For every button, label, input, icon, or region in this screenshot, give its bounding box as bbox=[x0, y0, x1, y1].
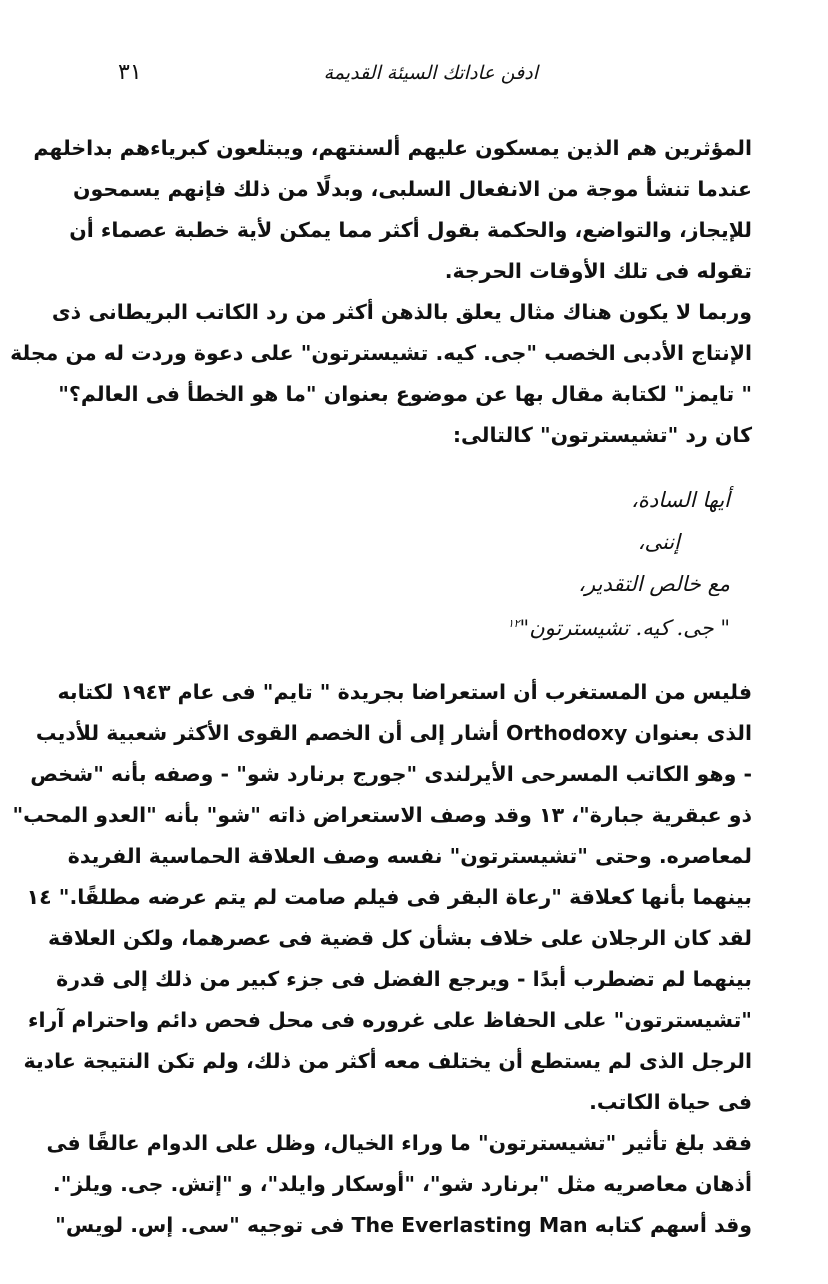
text-line: فليس من المستغرب أن استعراضا بجريدة " تايم" فى عام ١٩٤٣ لكتابه bbox=[57, 680, 752, 704]
text-line: أذهان معاصريه مثل "برنارد شو"، "أوسكار وايلد"، و "إتش. جى. ويلز". bbox=[52, 1172, 752, 1196]
text-line: لمعاصره. وحتى "تشيسترتون" نفسه وصف العلاقة الحماسية الفريدة bbox=[67, 844, 752, 868]
text-line: الإنتاج الأدبى الخصب "جى. كيه. تشيسترتون" على دعوة وردت له من مجلة bbox=[10, 341, 752, 365]
text-line: وقد أسهم كتابه The Everlasting Man فى توجيه "سى. إس. لويس" bbox=[55, 1213, 752, 1237]
letter-closing: مع خالص التقدير، bbox=[578, 572, 730, 596]
running-title: ادفن عاداتك السيئة القديمة bbox=[323, 62, 538, 84]
text-line: "تشيسترتون" على الحفاظ على غروره فى محل فحص دائم واحترام آراء bbox=[27, 1008, 752, 1032]
text-line: الذى بعنوان Orthodoxy أشار إلى أن الخصم القوى الأكثر شعبية للأديب bbox=[35, 721, 752, 745]
letter-signature bbox=[508, 604, 730, 644]
text-line: ذو عبقرية جبارة"، ١٣ وقد وصف الاستعراض ذاته "شو" بأنه "العدو المحب" bbox=[12, 803, 752, 827]
text-line: عندما تنشأ موجة من الانفعال السلبى، وبدلًا من ذلك فإنهم يسمحون bbox=[73, 177, 752, 201]
letter-salutation: أيها السادة، bbox=[631, 488, 730, 512]
text-line: بينهما لم تضطرب أبدًا - ويرجع الفضل فى جزء كبير من ذلك إلى قدرة bbox=[56, 967, 752, 991]
signature-text: " جى. كيه. تشيسترتون" bbox=[519, 616, 730, 640]
footnote-ref: ١٢ bbox=[507, 617, 520, 630]
text-line: المؤثرين هم الذين يمسكون عليهم ألسنتهم، ويبتلعون كبرياءهم بداخلهم bbox=[33, 136, 752, 160]
letter-body: إننى، bbox=[637, 530, 680, 554]
text-line: تقوله فى تلك الأوقات الحرجة. bbox=[444, 259, 752, 283]
text-line: - وهو الكاتب المسرحى الأيرلندى "جورج برنارد شو" - وصفه بأنه "شخص bbox=[30, 762, 752, 786]
text-line: " تايمز" لكتابة مقال بها عن موضوع بعنوان "ما هو الخطأ فى العالم؟" bbox=[58, 382, 752, 406]
text-line: فقد بلغ تأثير "تشيسترتون" ما وراء الخيال، وظل على الدوام عالقًا فى bbox=[46, 1131, 752, 1155]
text-line: كان رد "تشيسترتون" كالتالى: bbox=[452, 423, 752, 447]
text-line: فى حياة الكاتب. bbox=[589, 1090, 752, 1114]
text-line: بينهما بأنها كعلاقة "رعاة البقر فى فيلم صامت لم يتم عرضه مطلقًا." ١٤ bbox=[26, 885, 752, 909]
text-line: الرجل الذى لم يستطع أن يختلف معه أكثر من ذلك، ولم تكن النتيجة عادية bbox=[23, 1049, 752, 1073]
page-header bbox=[110, 58, 750, 98]
text-line: لقد كان الرجلان على خلاف بشأن كل قضية فى عصرهما، ولكن العلاقة bbox=[48, 926, 752, 950]
text-line: وربما لا يكون هناك مثال يعلق بالذهن أكثر من رد الكاتب البريطانى ذى bbox=[51, 300, 752, 324]
page-number: ٣١ bbox=[118, 60, 142, 85]
text-line: للإيجاز، والتواضع، والحكمة بقول أكثر مما يمكن لأية خطبة عصماء أن bbox=[69, 218, 752, 242]
